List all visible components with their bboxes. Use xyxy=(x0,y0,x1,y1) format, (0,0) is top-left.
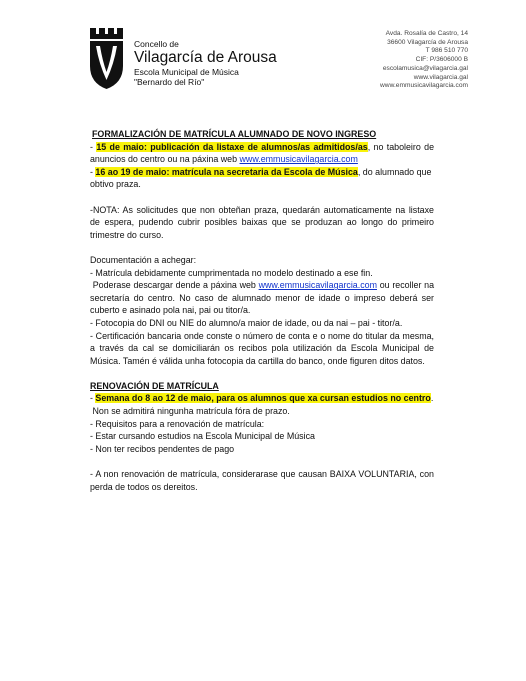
paragraph-listaxe: - 15 de maio: publicación da listaxe de alumnos/as admitidos/as, no taboleiro de anuncios do centro ou na páxina web www.emmusicavilagarcia.com xyxy=(90,141,435,165)
email-line: escolamusica@vilagarcia.gal xyxy=(382,64,468,72)
paragraph-renewal-dates: - Semana do 8 ao 12 de maio, para os alumnos que xa cursan estudios no centro. xyxy=(90,393,434,404)
paragraph-text: . xyxy=(430,393,434,404)
documentation-item: - Matrícula debidamente cumprimentada no modelo destinado a ese fin. xyxy=(90,267,373,278)
website-link[interactable]: www.emmusicavilagarcia.com xyxy=(239,154,358,165)
organization-block xyxy=(134,40,277,86)
org-line-1: Concello de xyxy=(134,39,179,49)
vilagarcia-shield-logo xyxy=(88,28,124,90)
document-body xyxy=(90,128,434,493)
org-name: Vilagarcía de Arousa xyxy=(134,48,277,66)
documentation-title: Documentación a achegar: xyxy=(90,254,197,265)
cif-line: CIF: P/3606000 B xyxy=(415,56,468,64)
documentation-item xyxy=(90,279,434,317)
paragraph-text: Poderase descargar dende a páxina web xyxy=(92,280,256,291)
section-title-new-enrolment: FORMALIZACIÓN DE MATRÍCULA ALUMNADO DE NOVO INGRESO xyxy=(92,129,377,139)
school-name: Escola Municipal de Música xyxy=(134,67,239,77)
requirements-title: - Requisitos para a renovación de matrícula: xyxy=(90,418,265,429)
documentation-item: - Fotocopia do DNI ou NIE do alumno/a maior de idade, ou da nai – pai - titor/a. xyxy=(90,317,403,328)
address-block xyxy=(380,30,468,91)
paragraph-nota: -NOTA: As solicitudes que non obteñan praza, quedarán automaticamente na listaxe de espera, pudendo cubrir posibles baixas que se produzan ao longo do primeiro trimestre do curso. xyxy=(90,204,434,240)
paragraph-text: , no taboleiro de anuncios do centro ou na páxina web xyxy=(90,141,435,165)
requirement-item: - Non ter recibos pendentes de pago xyxy=(90,443,235,454)
documentation-item: - Certificación bancaria onde conste o número de conta e o nome do titular da mesma, a través da cal se domiciliarán os recibos pola utilización da Escola Municipal de Música. Tamén é válida unha fotocopia da cartilla do banco, onde figuren ditos datos. xyxy=(90,330,434,366)
highlight-date-16-19-maio: 16 ao 19 de maio: matrícula na secretaria da Escola de Música xyxy=(95,166,358,177)
paragraph-text: , do alumnado que obtivo praza. xyxy=(90,166,432,190)
requirement-item: - Estar cursando estudios na Escola Municipal de Música xyxy=(90,431,315,442)
website-line: www.vilagarcia.gal xyxy=(413,73,468,81)
highlight-date-15-maio: 15 de maio: publicación da listaxe de alumnos/as admitidos/as xyxy=(96,141,368,152)
paragraph-matricula: - 16 ao 19 de maio: matrícula na secretaria da Escola de Música, do alumnado que obtivo praza. xyxy=(90,166,432,190)
address-line: Avda. Rosalía de Castro, 14 xyxy=(385,30,468,37)
paragraph-no-late xyxy=(90,405,434,418)
website-line: www.emmusicavilagarcia.com xyxy=(380,82,468,90)
paragraph-text: ou recoller na secretaría do centro. No caso de alumnado menor de idade o impreso deberá ser cuberto e asinado pola nai, pai ou titor/a. xyxy=(90,280,435,316)
section-title-renewal: RENOVACIÓN DE MATRÍCULA xyxy=(90,380,219,391)
highlight-renewal-week: Semana do 8 ao 12 de maio, para os alumnos que xa cursan estudios no centro xyxy=(95,393,431,404)
paragraph-final: - A non renovación de matrícula, considerarase que causan BAIXA VOLUNTARIA, con perda de todos os dereitos. xyxy=(90,469,434,492)
website-link[interactable]: www.emmusicavilagarcia.com xyxy=(258,280,377,291)
school-subtitle: "Bernardo del Río" xyxy=(134,76,205,87)
paragraph-text: Non se admitirá ningunha matrícula fóra de prazo. xyxy=(92,406,290,417)
address-line: 36600 Vilagarcía de Arousa xyxy=(387,38,468,46)
phone-line: T 986 510 770 xyxy=(425,47,468,55)
